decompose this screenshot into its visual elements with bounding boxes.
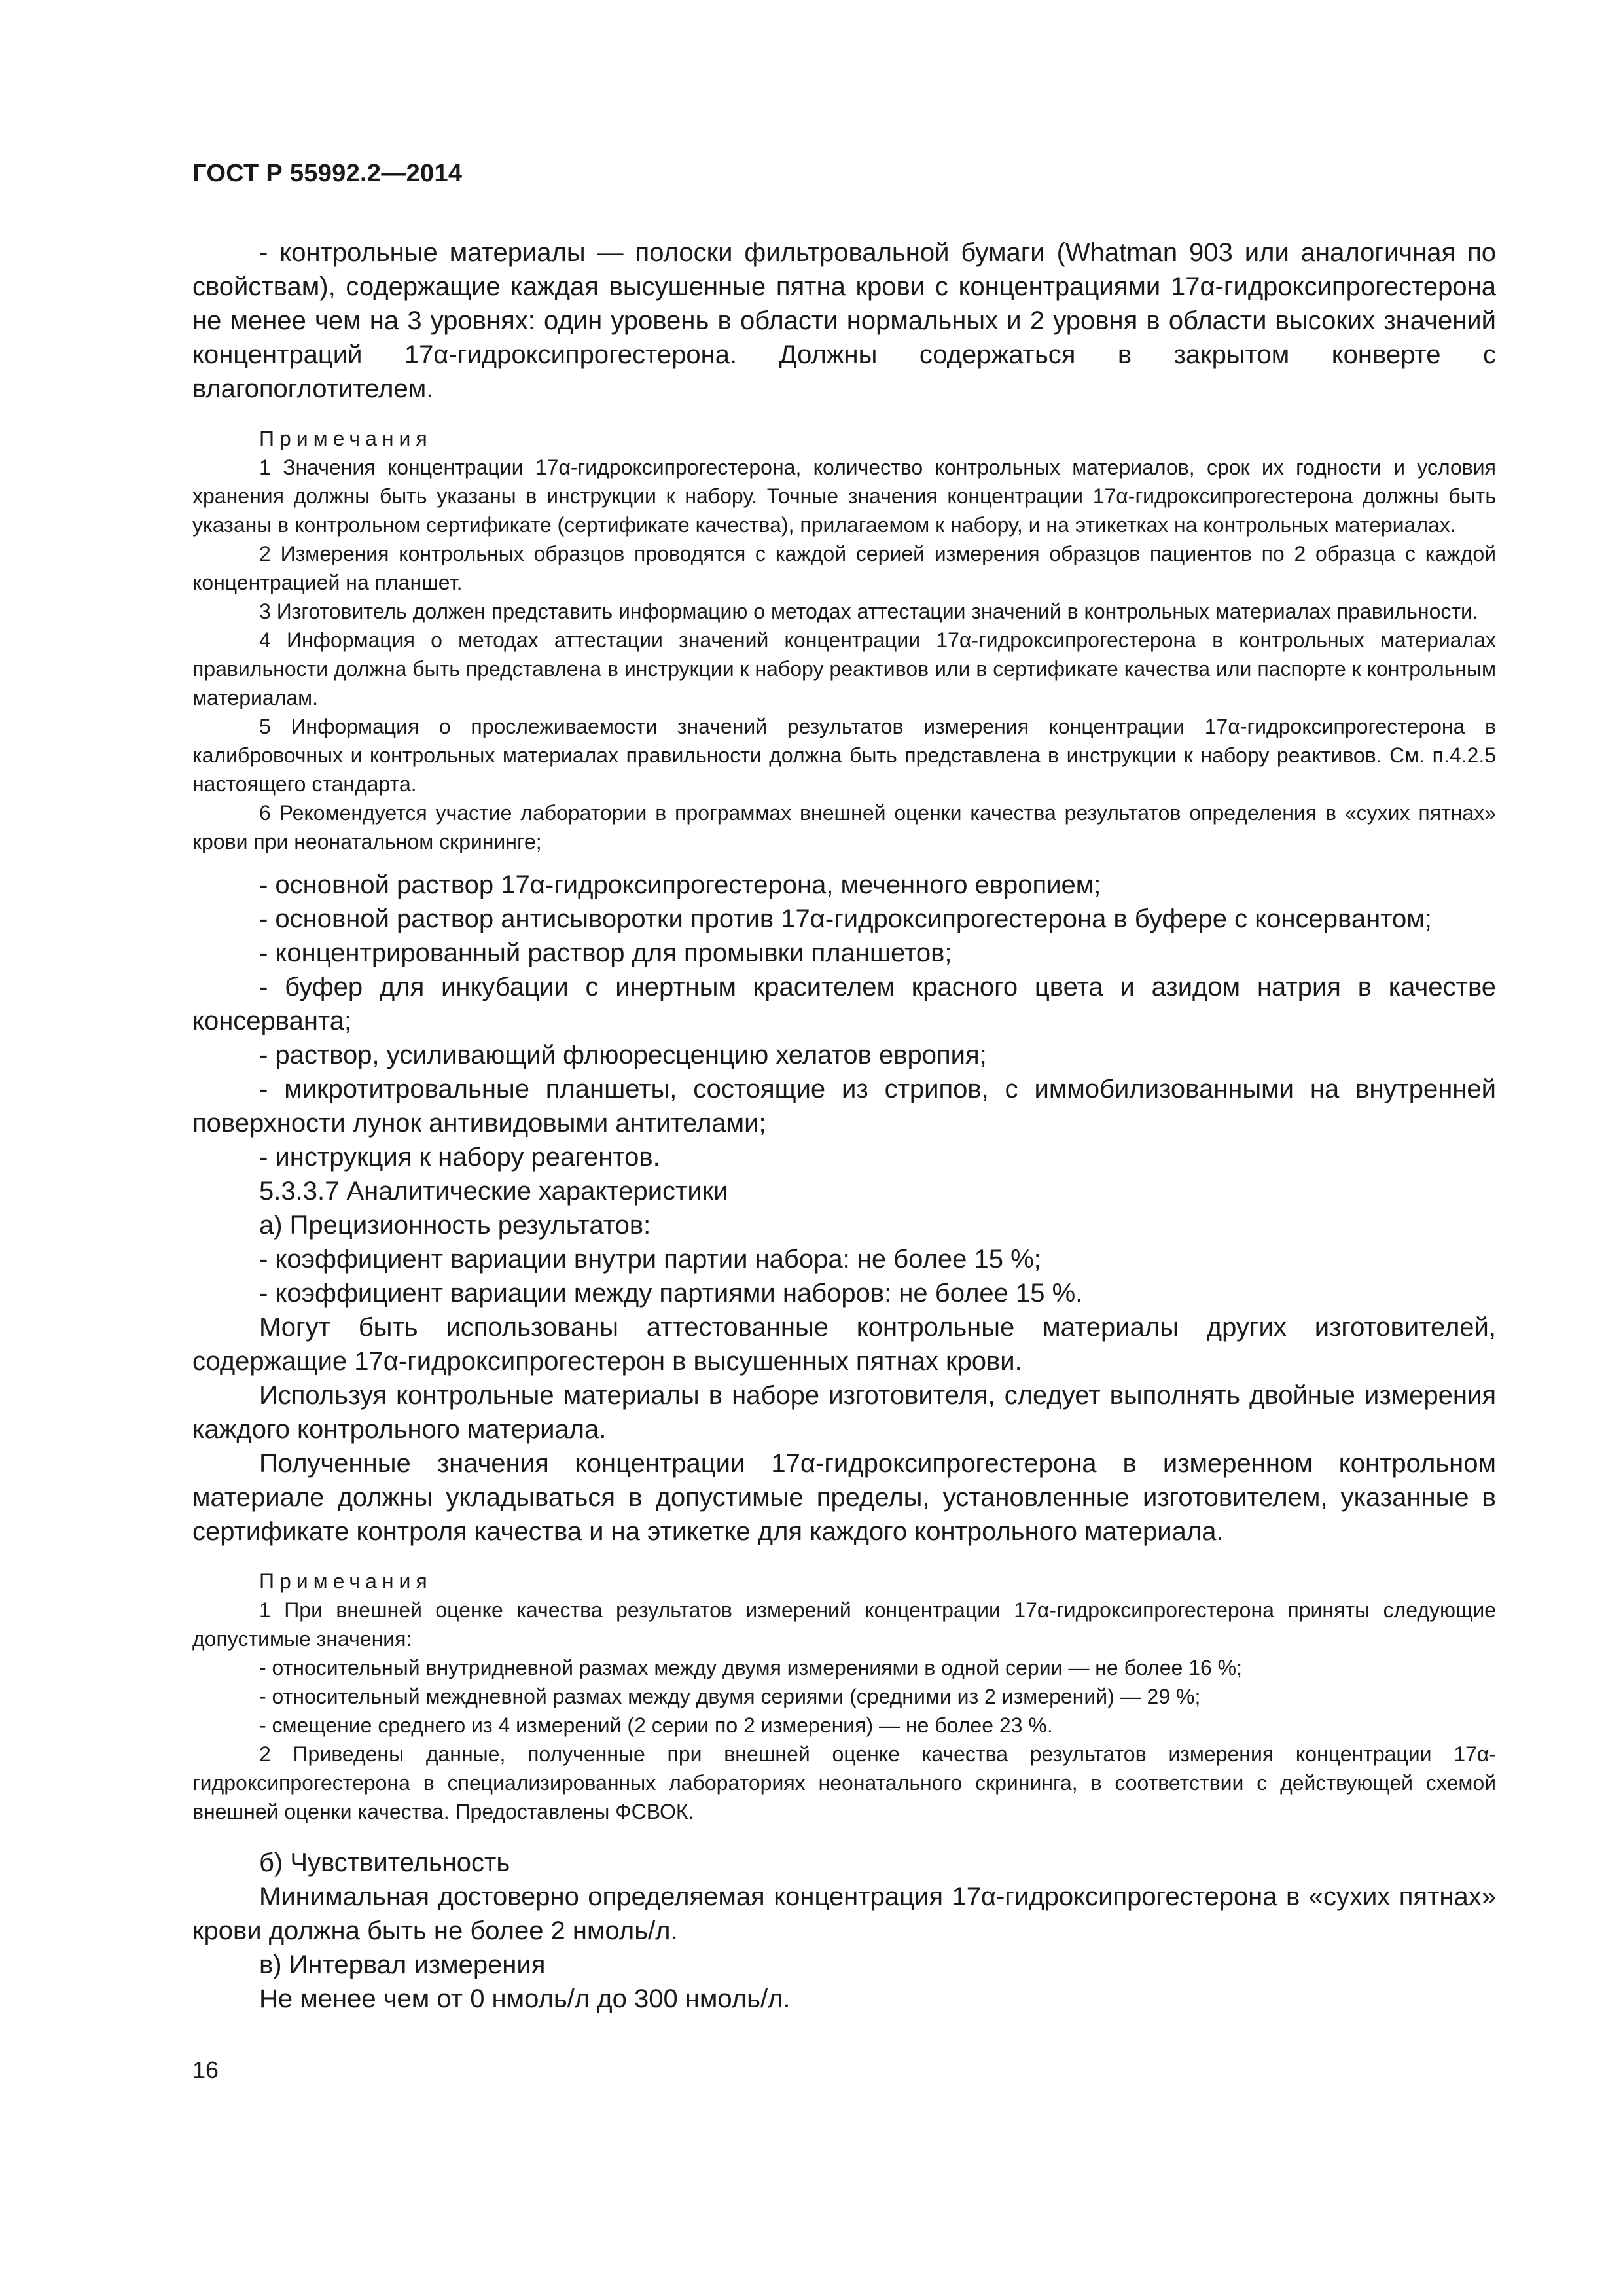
kit-item: - инструкция к набору реагентов. (259, 1143, 660, 1172)
kit-item: - концентрированный раствор для промывки планшетов; (259, 939, 952, 967)
note-item: 3 Изготовитель должен представить информацию о методах аттестации значений в контрольных материалах правильности. (259, 600, 1478, 623)
standard-title: ГОСТ Р 55992.2—2014 (192, 160, 463, 187)
body-paragraph: Могут быть использованы аттестованные контрольные материалы других изготовителей, содержащие 17α-гидроксипрогестерон в высушенных пятнах крови. (192, 1313, 1496, 1376)
note-item: 5 Информация о прослеживаемости значений результатов измерения концентрации 17α-гидроксипрогестерона в калибровочных и контрольных материалах правильности должна быть представлена в инструкции к набору реактивов. См. п.4.2.5 настоящего стандарта. (192, 715, 1496, 796)
precision-item: - коэффициент вариации между партиями наборов: не более 15 %. (259, 1279, 1083, 1308)
note-list-item: - относительный внутридневной размах между двумя измерениями в одной серии — не более 16 %; (259, 1656, 1243, 1679)
intro-paragraph: - контрольные материалы — полоски фильтровальной бумаги (Whatman 903 или аналогичная по свойствам), содержащие каждая высушенные пятна крови с концентрациями 17α-гидроксипрогестерона не менее чем на 3 уровнях: один уровень в области нормальных и 2 уровня в области высоких значений концентраций 17α-гидроксипрогестерона. Должны содержаться в закрытом конверте с влагопоглотителем. (192, 238, 1496, 403)
notes-title: Примечания (259, 427, 433, 450)
note-item: 4 Информация о методах аттестации значений концентрации 17α-гидроксипрогестерона в контрольных материалах правильности должна быть представлена в инструкции к набору реактивов или в сертификате качества или паспорте к контрольным материалам. (192, 628, 1496, 709)
note-list-item: - смещение среднего из 4 измерений (2 серии по 2 измерения) — не более 23 %. (259, 1713, 1053, 1737)
sensitivity-heading: б) Чувствительность (259, 1848, 510, 1877)
page-number: 16 (192, 2056, 219, 2083)
body-paragraph: Используя контрольные материалы в наборе изготовителя, следует выполнять двойные измерения каждого контрольного материала. (192, 1381, 1496, 1444)
note-item: 2 Измерения контрольных образцов проводятся с каждой серией измерения образцов пациентов по 2 образца с каждой концентрацией на планшет. (192, 542, 1496, 594)
kit-item: - раствор, усиливающий флюоресценцию хелатов европия; (259, 1041, 987, 1069)
section-heading: 5.3.3.7 Аналитические характеристики (259, 1177, 728, 1206)
kit-item: - основной раствор антисыворотки против 17α-гидроксипрогестерона в буфере с консервантом; (259, 905, 1432, 933)
page-content (192, 236, 1496, 2016)
precision-heading: а) Прецизионность результатов: (259, 1211, 651, 1240)
note-item: 1 Значения концентрации 17α-гидроксипрогестерона, количество контрольных материалов, срок их годности и условия хранения должны быть указаны в инструкции к набору. Точные значения концентрации 17α-гидроксипрогестерона должны быть указаны в контрольном сертификате (сертификате качества), прилагаемом к набору, и на этикетках на контрольных материалах. (192, 456, 1496, 537)
kit-item: - микротитровальные планшеты, состоящие из стрипов, с иммобилизованными на внутренней поверхности лунок антивидовыми антителами; (192, 1075, 1496, 1138)
note-item: 1 При внешней оценке качества результатов измерений концентрации 17α-гидроксипрогестерона приняты следующие допустимые значения: (192, 1598, 1496, 1651)
range-text: Не менее чем от 0 нмоль/л до 300 нмоль/л. (259, 1984, 791, 2013)
notes-title: Примечания (259, 1570, 433, 1593)
kit-item: - буфер для инкубации с инертным красителем красного цвета и азидом натрия в качестве консерванта; (192, 973, 1496, 1035)
note-item: 6 Рекомендуется участие лаборатории в программах внешней оценки качества результатов определения в «сухих пятнах» крови при неонатальном скрининге; (192, 801, 1496, 853)
body-paragraph: Полученные значения концентрации 17α-гидроксипрогестерона в измеренном контрольном материале должны укладываться в допустимые пределы, установленные изготовителем, указанные в сертификате контроля качества и на этикетке для каждого контрольного материала. (192, 1449, 1496, 1546)
kit-item: - основной раствор 17α-гидроксипрогестерона, меченного европием; (259, 870, 1101, 899)
note-list-item: - относительный междневной размах между двумя сериями (средними из 2 измерений) — 29 %; (259, 1685, 1201, 1708)
sensitivity-text: Минимальная достоверно определяемая концентрация 17α-гидроксипрогестерона в «сухих пятнах» крови должна быть не более 2 нмоль/л. (192, 1882, 1496, 1945)
precision-item: - коэффициент вариации внутри партии набора: не более 15 %; (259, 1245, 1041, 1274)
range-heading: в) Интервал измерения (259, 1950, 546, 1979)
note-item: 2 Приведены данные, полученные при внешней оценке качества результатов измерения концентрации 17α-гидроксипрогестерона в специализированных лабораториях неонатального скрининга, в соответствии с действующей схемой внешней оценки качества. Предоставлены ФСВОК. (192, 1742, 1496, 1823)
